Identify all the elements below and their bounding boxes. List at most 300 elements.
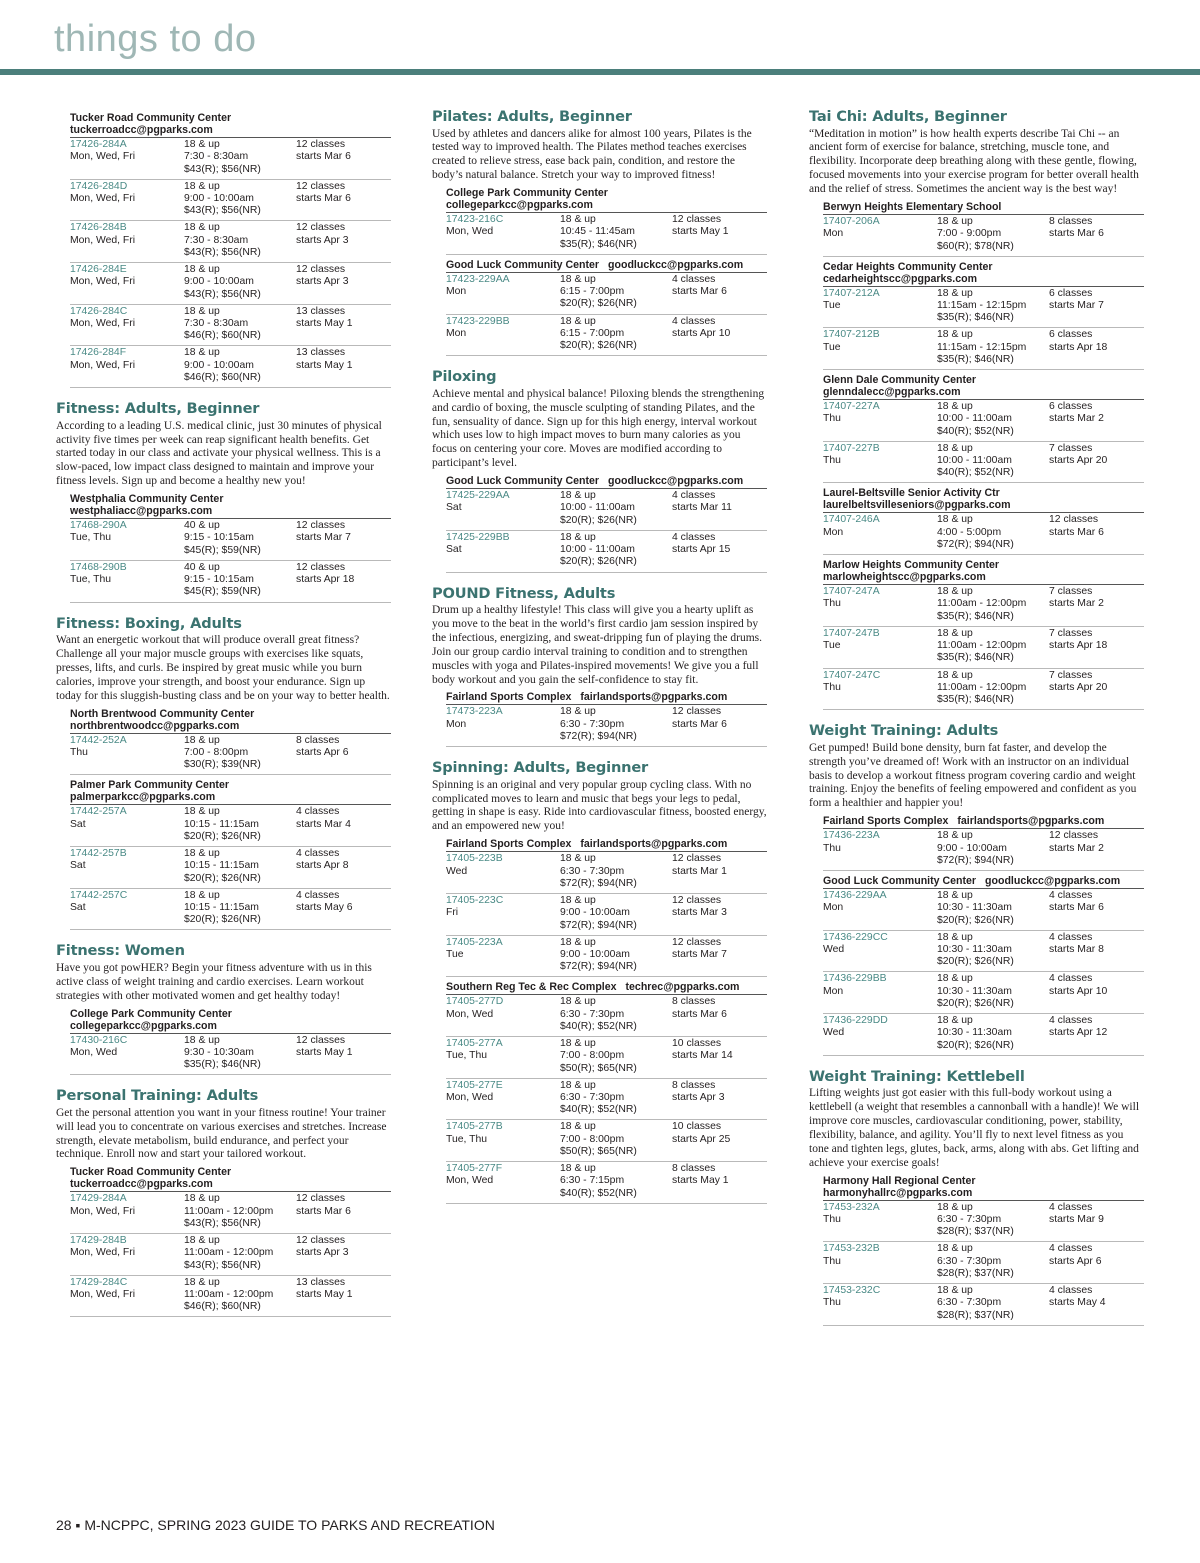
class-count: 4 classes <box>1049 973 1093 985</box>
class-time: 9:00 - 10:00am <box>560 907 630 919</box>
class-code[interactable]: 17426-284C <box>70 305 128 317</box>
class-count: 12 classes <box>672 936 722 948</box>
venue-block <box>70 779 391 930</box>
class-days: Tue <box>446 948 464 960</box>
class-age: 18 & up <box>937 830 973 842</box>
class-days: Mon, Wed, Fri <box>70 1247 136 1259</box>
class-id-cell <box>70 222 184 260</box>
class-code[interactable]: 17405-277E <box>446 1079 503 1091</box>
class-code[interactable]: 17423-229AA <box>446 273 510 285</box>
venue-block <box>823 261 1144 370</box>
section-title: Weight Training: Adults <box>809 722 999 740</box>
venue-name: Palmer Park Community Center <box>70 779 229 792</box>
class-row <box>823 328 1144 370</box>
class-id-cell <box>446 214 560 252</box>
venue-email[interactable]: northbrentwoodcc@pgparks.com <box>70 719 240 732</box>
class-days: Mon, Wed, Fri <box>70 234 136 246</box>
venue-header <box>446 691 767 705</box>
class-detail-cell <box>937 1285 1049 1323</box>
class-age: 18 & up <box>560 1079 596 1091</box>
class-id-cell <box>70 848 184 886</box>
class-row <box>823 1201 1144 1243</box>
class-count: 10 classes <box>672 1121 722 1133</box>
class-code[interactable]: 17405-223A <box>446 936 503 948</box>
class-schedule-cell <box>296 1277 391 1315</box>
class-price: $20(R); $26(NR) <box>937 956 1014 968</box>
class-start: starts Mar 14 <box>672 1050 733 1062</box>
venue-name: Cedar Heights Community Center <box>823 260 993 273</box>
class-schedule-cell <box>672 532 767 570</box>
class-code[interactable]: 17436-229DD <box>823 1015 888 1026</box>
class-schedule-cell <box>672 996 767 1034</box>
class-detail-cell <box>184 848 296 886</box>
class-schedule-cell <box>672 274 767 312</box>
class-id-cell <box>70 735 184 773</box>
class-count: 4 classes <box>672 315 716 327</box>
class-code[interactable]: 17407-227A <box>823 401 880 413</box>
venue-name: Fairland Sports Complex <box>446 838 572 851</box>
class-code[interactable]: 17407-212B <box>823 329 880 341</box>
class-start: starts May 1 <box>296 359 353 371</box>
class-section <box>56 942 391 1075</box>
class-time: 7:00 - 8:00pm <box>560 1050 625 1062</box>
class-code[interactable]: 17426-284D <box>70 180 128 192</box>
class-count: 12 classes <box>672 706 722 718</box>
class-code[interactable]: 17407-246A <box>823 514 880 526</box>
venue-email[interactable]: fairlandsports@pgparks.com <box>957 815 1105 828</box>
class-id-cell <box>823 932 937 970</box>
class-row <box>823 627 1144 669</box>
class-id-cell <box>823 830 937 868</box>
header-rule <box>0 69 1200 75</box>
class-detail-cell <box>184 306 296 344</box>
class-code[interactable]: 17442-252A <box>70 734 127 746</box>
class-code[interactable]: 17429-284C <box>70 1276 128 1288</box>
class-age: 18 & up <box>184 734 220 746</box>
class-schedule-cell <box>1049 329 1144 367</box>
class-schedule-cell <box>296 222 391 260</box>
class-age: 18 & up <box>560 1163 596 1175</box>
class-price: $72(R); $94(NR) <box>937 854 1014 866</box>
venue-email[interactable]: palmerparkcc@pgparks.com <box>70 791 216 804</box>
class-section <box>809 108 1144 710</box>
class-start: starts Mar 3 <box>672 907 727 919</box>
class-days: Mon <box>823 985 844 997</box>
class-time: 6:30 - 7:30pm <box>937 1255 1002 1267</box>
class-count: 12 classes <box>296 139 346 150</box>
column-1 <box>56 108 391 1317</box>
class-detail-cell <box>937 628 1049 666</box>
class-time: 7:00 - 9:00pm <box>937 228 1002 240</box>
venue-name: Southern Reg Tec & Rec Complex <box>446 981 617 994</box>
class-row <box>446 531 767 573</box>
class-time: 9:15 - 10:15am <box>184 574 254 586</box>
venue-email[interactable]: harmonyhallrc@pgparks.com <box>823 1186 973 1199</box>
class-schedule-cell <box>296 806 391 844</box>
class-schedule-cell <box>672 1163 767 1201</box>
class-id-cell <box>823 443 937 481</box>
class-detail-cell <box>184 181 296 219</box>
venue-email[interactable]: cedarheightscc@pgparks.com <box>823 272 977 285</box>
class-time: 6:15 - 7:00pm <box>560 327 625 339</box>
class-time: 7:00 - 8:00pm <box>560 1133 625 1145</box>
class-id-cell <box>446 532 560 570</box>
class-start: starts Apr 3 <box>672 1091 725 1103</box>
class-start: starts Mar 4 <box>296 818 351 830</box>
venue-block <box>823 374 1144 483</box>
class-price: $72(R); $94(NR) <box>560 731 637 743</box>
class-detail-cell <box>184 1277 296 1315</box>
venue-email[interactable]: goodluckcc@pgparks.com <box>608 475 744 488</box>
class-detail-cell <box>560 996 672 1034</box>
venue-email[interactable]: fairlandsports@pgparks.com <box>580 691 728 704</box>
class-code[interactable]: 17426-284F <box>70 347 127 359</box>
class-detail-cell <box>937 514 1049 552</box>
class-time: 11:00am - 12:00pm <box>184 1205 274 1217</box>
class-row <box>446 1120 767 1162</box>
venue-block <box>823 815 1144 871</box>
venue-header <box>70 112 391 138</box>
class-code[interactable]: 17407-227B <box>823 442 880 454</box>
venue-email[interactable]: westphaliacc@pgparks.com <box>70 505 213 518</box>
class-id-cell <box>70 306 184 344</box>
venue-header <box>823 815 1144 829</box>
class-count: 4 classes <box>1049 889 1093 901</box>
class-code[interactable]: 17423-216C <box>446 214 504 226</box>
class-age: 18 & up <box>937 216 973 228</box>
class-schedule-cell <box>296 735 391 773</box>
class-row <box>823 972 1144 1014</box>
venue-header <box>823 261 1144 287</box>
class-row <box>446 1037 767 1079</box>
class-detail-cell <box>937 670 1049 708</box>
class-id-cell <box>823 288 937 326</box>
venue-email[interactable]: marlowheightscc@pgparks.com <box>823 571 986 584</box>
class-count: 4 classes <box>296 806 340 818</box>
class-days: Thu <box>823 413 841 425</box>
class-start: starts Apr 3 <box>296 276 349 288</box>
class-detail-cell <box>937 401 1049 439</box>
class-id-cell <box>823 1285 937 1323</box>
class-code[interactable]: 17442-257A <box>70 806 127 818</box>
class-code[interactable]: 17429-284B <box>70 1235 127 1247</box>
class-age: 18 & up <box>184 264 220 276</box>
class-code[interactable]: 17426-284B <box>70 222 127 234</box>
class-code[interactable]: 17453-232C <box>823 1285 881 1296</box>
class-days: Wed <box>823 1027 845 1039</box>
class-row <box>70 180 391 222</box>
class-start: starts Mar 8 <box>1049 943 1104 955</box>
venue-email[interactable]: laurelbeltsvilleseniors@pgparks.com <box>823 499 1011 512</box>
class-schedule-cell <box>296 1193 391 1231</box>
class-days: Thu <box>823 1297 841 1309</box>
class-code[interactable]: 17425-229AA <box>446 490 510 502</box>
class-code[interactable]: 17407-247B <box>823 627 880 639</box>
class-price: $28(R); $37(NR) <box>937 1309 1014 1321</box>
column-2 <box>432 108 767 1204</box>
venue-header <box>823 201 1144 215</box>
class-days: Mon <box>446 327 467 339</box>
class-detail-cell <box>184 735 296 773</box>
class-age: 18 & up <box>560 315 596 327</box>
class-start: starts Mar 7 <box>672 948 727 960</box>
class-price: $20(R); $26(NR) <box>937 997 1014 1009</box>
class-detail-cell <box>184 806 296 844</box>
class-age: 18 & up <box>184 180 220 192</box>
venue-email[interactable]: tuckerroadcc@pgparks.com <box>70 1178 213 1191</box>
class-start: starts Apr 12 <box>1049 1027 1108 1039</box>
class-schedule-cell <box>296 347 391 385</box>
class-code[interactable]: 17453-232B <box>823 1243 880 1255</box>
class-time: 11:00am - 12:00pm <box>937 681 1027 693</box>
class-price: $46(R); $60(NR) <box>184 330 261 342</box>
class-code[interactable]: 17442-257C <box>70 889 128 901</box>
class-row <box>823 442 1144 484</box>
class-age: 18 & up <box>184 1193 220 1205</box>
class-age: 18 & up <box>560 1121 596 1133</box>
section-title: Weight Training: Kettlebell <box>809 1067 1025 1085</box>
class-count: 4 classes <box>1049 1015 1093 1026</box>
venue-email[interactable]: collegeparkcc@pgparks.com <box>70 1019 217 1032</box>
class-count: 12 classes <box>672 894 722 906</box>
class-count: 12 classes <box>296 1034 346 1046</box>
class-code[interactable]: 17473-223A <box>446 706 503 718</box>
class-time: 6:30 - 7:30pm <box>560 865 625 877</box>
venue-email[interactable]: collegeparkcc@pgparks.com <box>446 199 593 212</box>
class-schedule-cell <box>1049 1015 1144 1053</box>
class-code[interactable]: 17436-229BB <box>823 973 887 985</box>
class-row <box>446 852 767 894</box>
class-days: Tue, Thu <box>70 532 112 544</box>
class-id-cell <box>823 628 937 666</box>
venue-name: Fairland Sports Complex <box>446 691 572 704</box>
class-days: Mon, Wed <box>446 1091 494 1103</box>
venue-header <box>446 838 767 852</box>
class-detail-cell <box>560 490 672 528</box>
section-title: Spinning: Adults, Beginner <box>432 759 649 777</box>
venue-block <box>70 708 391 776</box>
class-days: Tue <box>823 640 841 652</box>
section-title: Fitness: Boxing, Adults <box>56 614 242 632</box>
class-detail-cell <box>184 890 296 928</box>
venue-header <box>823 875 1144 889</box>
class-code[interactable]: 17436-229AA <box>823 889 887 901</box>
venue-email[interactable]: goodluckcc@pgparks.com <box>985 874 1121 887</box>
class-days: Mon, Wed, Fri <box>70 359 136 371</box>
venue-email[interactable]: goodluckcc@pgparks.com <box>608 258 744 271</box>
class-row <box>70 221 391 263</box>
class-id-cell <box>70 347 184 385</box>
class-schedule-cell <box>296 264 391 302</box>
class-start: starts Apr 15 <box>672 544 731 556</box>
venue-email[interactable]: glenndalecc@pgparks.com <box>823 386 961 399</box>
class-count: 4 classes <box>296 847 340 859</box>
section-description: Achieve mental and physical balance! Piloxing blends the strengthening and cardio of boxing, the muscle sculpting of standing Pilates, and the fun, sensuality of dance. Sign up for this high energy, interval workout which uses low to high impact moves to burn many calories as you focus on centering your core. Moves are modified according to participant’s level. <box>432 387 765 470</box>
class-id-cell <box>70 264 184 302</box>
venue-name: College Park Community Center <box>446 187 608 200</box>
class-row <box>70 847 391 889</box>
class-detail-cell <box>184 222 296 260</box>
class-code[interactable]: 17442-257B <box>70 847 127 859</box>
class-code[interactable]: 17407-247A <box>823 586 880 598</box>
class-age: 18 & up <box>184 139 220 150</box>
class-days: Mon <box>823 902 844 914</box>
section-description: Get the personal attention you want in your fitness routine! Your trainer will lead you to concentrate on various exercises and stretches. Increase strength, elevate metabolism, build endurance, and perfect your technique. Enroll now and start your tailored workout. <box>56 1106 387 1161</box>
venue-email[interactable]: techrec@pgparks.com <box>625 981 740 994</box>
class-row <box>70 263 391 305</box>
venue-name: Tucker Road Community Center <box>70 1166 232 1179</box>
class-code[interactable]: 17436-223A <box>823 830 880 842</box>
class-code[interactable]: 17468-290A <box>70 520 127 532</box>
class-schedule-cell <box>296 1035 391 1073</box>
class-code[interactable]: 17405-223C <box>446 894 504 906</box>
class-price: $72(R); $94(NR) <box>937 539 1014 551</box>
class-schedule-cell <box>1049 288 1144 326</box>
class-time: 10:15 - 11:15am <box>184 860 259 872</box>
class-row <box>823 669 1144 711</box>
class-start: starts May 1 <box>672 226 729 238</box>
class-detail-cell <box>560 937 672 975</box>
class-code[interactable]: 17426-284E <box>70 264 127 276</box>
class-price: $35(R); $46(NR) <box>560 238 637 250</box>
class-row <box>70 1192 391 1234</box>
class-time: 7:30 - 8:30am <box>184 318 249 330</box>
venue-header <box>446 259 767 273</box>
class-age: 18 & up <box>184 1034 220 1046</box>
class-price: $43(R); $56(NR) <box>184 163 261 175</box>
class-schedule-cell <box>672 1121 767 1159</box>
class-row <box>823 513 1144 555</box>
class-detail-cell <box>937 1243 1049 1281</box>
class-row <box>823 829 1144 871</box>
class-price: $28(R); $37(NR) <box>937 1267 1014 1279</box>
class-code[interactable]: 17430-216C <box>70 1034 128 1046</box>
class-price: $20(R); $26(NR) <box>937 914 1014 926</box>
class-price: $43(R); $56(NR) <box>184 1217 261 1229</box>
class-age: 40 & up <box>184 520 220 532</box>
class-id-cell <box>70 1035 184 1073</box>
class-section <box>56 112 391 388</box>
class-code[interactable]: 17425-229BB <box>446 531 510 543</box>
class-detail-cell <box>184 1193 296 1231</box>
class-code[interactable]: 17407-247C <box>823 669 881 681</box>
class-code[interactable]: 17405-277D <box>446 996 504 1008</box>
class-age: 18 & up <box>560 1038 596 1049</box>
class-schedule-cell <box>296 562 391 600</box>
section-title: Pilates: Adults, Beginner <box>432 108 632 125</box>
class-row <box>70 805 391 847</box>
class-days: Mon, Wed, Fri <box>70 1289 136 1301</box>
class-id-cell <box>446 1121 560 1159</box>
class-days: Sat <box>446 502 462 514</box>
class-days: Mon, Wed, Fri <box>70 192 136 204</box>
class-time: 10:00 - 11:00am <box>937 413 1012 425</box>
venue-block <box>823 1175 1144 1326</box>
class-detail-cell <box>184 139 296 177</box>
class-row <box>823 889 1144 931</box>
class-schedule-cell <box>1049 443 1144 481</box>
class-row <box>70 561 391 603</box>
class-section <box>432 108 767 356</box>
class-days: Wed <box>446 865 468 877</box>
class-id-cell <box>70 1235 184 1273</box>
class-price: $20(R); $26(NR) <box>560 340 637 352</box>
venue-email[interactable]: tuckerroadcc@pgparks.com <box>70 124 213 136</box>
class-code[interactable]: 17405-277B <box>446 1121 503 1133</box>
class-days: Fri <box>446 907 459 919</box>
section-description: Used by athletes and dancers alike for almost 100 years, Pilates is the tested way to improved health. The Pilates method teaches exercises created to relieve stress, ease back pain, condition, and restore the body’s natural balance. Stretch your way to improved fitness! <box>432 127 752 182</box>
class-row <box>446 705 767 747</box>
class-count: 12 classes <box>296 264 346 276</box>
class-price: $35(R); $46(NR) <box>184 1059 261 1071</box>
class-age: 18 & up <box>184 847 220 859</box>
class-count: 8 classes <box>672 1079 716 1091</box>
venue-name: Laurel-Beltsville Senior Activity Ctr <box>823 487 1000 500</box>
class-code[interactable]: 17436-229CC <box>823 931 888 943</box>
class-age: 18 & up <box>937 329 973 341</box>
class-code[interactable]: 17429-284A <box>70 1193 127 1205</box>
class-start: starts Mar 2 <box>1049 842 1104 854</box>
class-code[interactable]: 17468-290B <box>70 561 127 573</box>
class-id-cell <box>70 520 184 558</box>
class-price: $20(R); $26(NR) <box>184 872 261 884</box>
class-code[interactable]: 17405-277F <box>446 1163 503 1175</box>
class-id-cell <box>823 670 937 708</box>
class-price: $43(R); $56(NR) <box>184 1259 261 1271</box>
class-start: starts Mar 6 <box>296 151 351 163</box>
venue-block <box>446 691 767 747</box>
class-code[interactable]: 17407-212A <box>823 287 880 299</box>
venue-header <box>70 1166 391 1192</box>
class-code[interactable]: 17453-232A <box>823 1201 880 1213</box>
class-days: Sat <box>70 860 86 872</box>
class-count: 12 classes <box>296 1193 346 1205</box>
venue-block <box>70 493 391 602</box>
class-count: 7 classes <box>1049 627 1093 639</box>
class-count: 4 classes <box>296 889 340 901</box>
venue-name: Fairland Sports Complex <box>823 815 949 828</box>
class-days: Mon <box>446 286 467 298</box>
class-days: Tue, Thu <box>446 1050 488 1062</box>
class-price: $72(R); $94(NR) <box>560 877 637 889</box>
class-count: 8 classes <box>672 1163 716 1175</box>
venue-email[interactable]: fairlandsports@pgparks.com <box>580 838 728 851</box>
class-row <box>70 1234 391 1276</box>
class-schedule-cell <box>672 1080 767 1118</box>
section-title: POUND Fitness, Adults <box>432 584 616 602</box>
class-schedule-cell <box>296 848 391 886</box>
class-code[interactable]: 17423-229BB <box>446 315 510 327</box>
class-price: $40(R); $52(NR) <box>560 1020 637 1032</box>
class-row <box>446 894 767 936</box>
class-detail-cell <box>937 443 1049 481</box>
class-detail-cell <box>560 274 672 312</box>
class-schedule-cell <box>1049 1243 1144 1281</box>
section-title: Fitness: Women <box>56 942 185 960</box>
class-age: 18 & up <box>560 273 596 285</box>
class-code[interactable]: 17407-206A <box>823 216 880 228</box>
class-code[interactable]: 17405-277A <box>446 1038 503 1049</box>
class-count: 12 classes <box>296 561 346 573</box>
class-section <box>56 615 391 931</box>
class-days: Thu <box>823 842 841 854</box>
class-detail-cell <box>937 216 1049 254</box>
class-section <box>809 722 1144 1055</box>
class-price: $28(R); $37(NR) <box>937 1226 1014 1238</box>
class-time: 10:30 - 11:30am <box>937 943 1012 955</box>
class-code[interactable]: 17426-284A <box>70 139 127 150</box>
class-code[interactable]: 17405-223B <box>446 853 503 865</box>
